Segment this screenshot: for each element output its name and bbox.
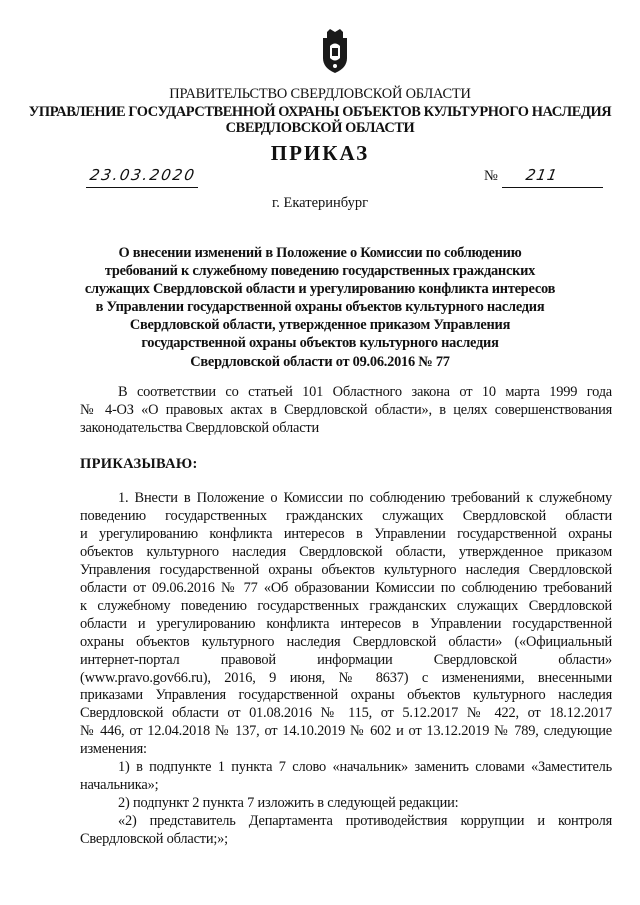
- city: г. Екатеринбург: [271, 195, 369, 211]
- government-name: ПРАВИТЕЛЬСТВО СВЕРДЛОВСКОЙ ОБЛАСТИ: [169, 86, 471, 102]
- text-line: Управления государственной охраны объектов культурного наследия Свердловской: [80, 561, 612, 578]
- text-line: и урегулированию конфликта интересов в Управлении государственной охраны: [80, 525, 612, 542]
- date-field: [86, 167, 198, 188]
- text-line: № 446, от 12.04.2018 № 137, от 14.10.2019 № 602 и от 13.12.2019 № 789, следующие: [80, 723, 612, 740]
- number-label: №: [484, 168, 498, 184]
- text-line: поведению государственных гражданских служащих Свердловской области: [80, 507, 612, 524]
- department-name-line-1: УПРАВЛЕНИЕ ГОСУДАРСТВЕННОЙ ОХРАНЫ ОБЪЕКТОВ КУЛЬТУРНОГО НАСЛЕДИЯ: [28, 104, 612, 120]
- subject-line: служащих Свердловской области и урегулированию конфликта интересов: [84, 281, 556, 298]
- text-line: «2) представитель Департамента противодействия коррупции и контроля: [118, 813, 612, 830]
- handwritten-date: 23.03.2020: [88, 166, 198, 184]
- text-line: охраны объектов культурного наследия Свердловской области» («Официальный: [80, 633, 612, 650]
- subject-line: Свердловской области, утвержденное приказом Управления: [129, 317, 511, 334]
- subject-line: требований к служебному поведению государственных гражданских: [104, 263, 536, 280]
- subject-line: Свердловской области от 09.06.2016 № 77: [190, 353, 450, 370]
- handwritten-number: 211: [524, 166, 560, 184]
- subject-line: О внесении изменений в Положение о Комиссии по соблюдению: [118, 245, 522, 261]
- text-line: приказами Управления государственной охраны объектов культурного наследия: [80, 687, 612, 704]
- text-line: Свердловской области от 01.08.2016 № 115, от 5.12.2017 № 422, от 18.12.2017: [80, 705, 612, 722]
- item-1-paragraph: [80, 490, 612, 849]
- coat-of-arms-icon: [318, 28, 352, 74]
- text-line: (www.pravo.gov66.ru), 2016, 9 июня, № 8637) с изменениями, внесенными: [80, 669, 612, 686]
- text-line: начальника»;: [80, 777, 159, 794]
- text-line: области и урегулированию конфликта интересов в Управлении государственной: [80, 615, 612, 632]
- text-line: области от 09.06.2016 № 77 «Об образовании Комиссии по соблюдению требований: [80, 579, 612, 596]
- department-name-line-2: СВЕРДЛОВСКОЙ ОБЛАСТИ: [225, 120, 415, 136]
- text-line: 2) подпункт 2 пункта 7 изложить в следующей редакции:: [118, 795, 459, 812]
- text-line: В соответствии со статьей 101 Областного закона от 10 марта 1999 года: [118, 384, 612, 400]
- order-subject: [72, 244, 568, 371]
- number-field: [502, 167, 603, 188]
- decree-heading: ПРИКАЗЫВАЮ:: [80, 456, 198, 472]
- subject-line: в Управлении государственной охраны объектов культурного наследия: [95, 299, 545, 316]
- text-line: интернет-портал правовой информации Свердловской области»: [80, 651, 612, 668]
- text-line: № 4-ОЗ «О правовых актах в Свердловской области», в целях совершенствования: [80, 401, 612, 418]
- text-line: к служебному поведению государственных гражданских служащих Свердловской: [80, 597, 612, 614]
- subject-line: государственной охраны объектов культурного наследия: [141, 335, 499, 352]
- text-line: 1. Внести в Положение о Комиссии по соблюдению требований к служебному: [118, 490, 612, 506]
- text-line: изменения:: [80, 741, 147, 758]
- text-line: законодательства Свердловской области: [80, 419, 319, 436]
- text-line: 1) в подпункте 1 пункта 7 слово «начальник» заменить словами «Заместитель: [118, 759, 612, 776]
- text-line: объектов культурного наследия Свердловской области, утвержденное приказом: [80, 543, 612, 560]
- document-type: ПРИКАЗ: [270, 141, 370, 165]
- legal-basis-paragraph: [80, 384, 612, 438]
- text-line: Свердловской области;»;: [80, 831, 228, 848]
